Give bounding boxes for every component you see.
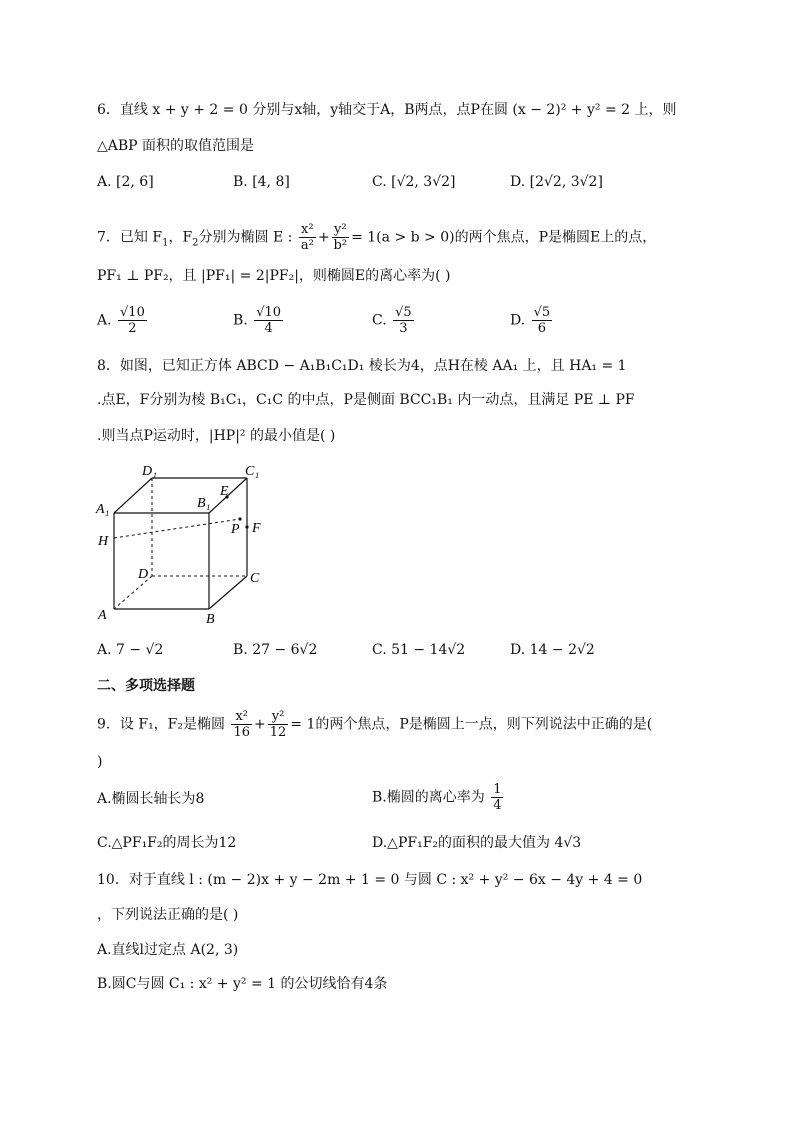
q9-option-c: C.△PF₁F₂的周长为12 <box>97 835 237 851</box>
q6-option-a: A. [2, 6] <box>97 174 154 190</box>
q9-line2: ) <box>97 754 103 770</box>
q8-line2: .点E，F分别为棱 B₁C₁，C₁C 的中点，P是侧面 BCC₁B₁ 内一动点，且满足 PE ⊥ PF <box>97 392 635 408</box>
q7-option-a <box>97 305 149 336</box>
q7-option-a-label: A. <box>97 312 112 329</box>
q7-option-a-frac <box>118 305 147 336</box>
q10-line1: 10．对于直线 l : (m − 2)x + y − 2m + 1 = 0 与圆 C : x² + y² − 6x − 4y + 4 = 0 <box>97 872 643 888</box>
q7-option-d-den: 6 <box>537 321 547 336</box>
q7-text-d: = 1(a > b > 0)的两个焦点，P是椭圆E上的点， <box>351 229 657 246</box>
q7-option-a-den: 2 <box>128 321 137 336</box>
cube-figure <box>90 455 280 630</box>
q7-text-b: ，F <box>168 229 193 246</box>
section-title: 二、多项选择题 <box>97 678 195 694</box>
label-e: E <box>220 484 229 499</box>
q9-frac-y-num: y² <box>268 709 289 725</box>
q9-option-b-num: 1 <box>493 782 502 797</box>
q9-option-b <box>372 782 505 813</box>
q7-text-c: 分别为椭圆 E : <box>198 229 293 246</box>
q7-option-d-frac <box>532 305 553 336</box>
q6-option-b: B. [4, 8] <box>233 174 290 190</box>
q9-option-b-text: B.椭圆的离心率为 <box>372 789 485 806</box>
q9-frac-x-num: x² <box>231 709 252 725</box>
label-f: F <box>252 521 261 536</box>
label-d: D <box>138 567 149 582</box>
q7-line2: PF₁ ⊥ PF₂，且 |PF₁| = 2|PF₂|，则椭圆E的离心率为( ) <box>97 268 451 284</box>
q7-option-c-label: C. <box>372 312 387 329</box>
q8-line3: .则当点P运动时，|HP|² 的最小值是( ) <box>97 428 336 444</box>
q6-line1: 6．直线 x + y + 2 = 0 分别与x轴，y轴交于A，B两点，点P在圆 (x − 2)² + y² = 2 上，则 <box>97 102 677 118</box>
q9-frac-x <box>231 709 252 740</box>
q7-line1: 7．已知 $F_1$，$F_2$分别为椭圆 E : $\frac{\text{x²}}{\text{a²}}$ + $\frac{\text{y²}}{\text{b²}}$ = 1(a > b > 0)的两个焦点，P是椭圆E上的点， <box>97 222 657 253</box>
label-a: A <box>98 608 107 623</box>
q7-option-b-num: √10 <box>256 305 282 320</box>
q9-frac-y <box>268 709 289 740</box>
q9-line1: 9．设 F₁，F₂是椭圆 $\frac{\text{x²}}{16}$ + $\frac{\text{y²}}{12}$ = 1的两个焦点，P是椭圆上一点，则下列说法中正确的是( <box>97 709 653 740</box>
q7-text-a: 7．已知 F <box>97 229 163 246</box>
q7-frac-y: $\frac{\text{y²}}{\text{b²}}$ <box>333 222 348 253</box>
q7-option-c-den: 3 <box>399 321 408 336</box>
q7-option-c-frac <box>393 305 414 336</box>
q9-text-a: 9．设 F₁，F₂是椭圆 <box>97 716 226 733</box>
label-p: P <box>231 522 240 537</box>
q7-option-d-num: √5 <box>533 305 551 320</box>
q7-option-b-frac <box>254 305 283 336</box>
q7-option-d-label: D. <box>510 312 526 329</box>
q7-option-a-num: √10 <box>120 305 145 320</box>
q8-option-a: A. 7 − √2 <box>97 642 164 658</box>
q10-option-a: A.直线l过定点 A(2, 3) <box>97 942 239 958</box>
q9-option-b-frac <box>491 782 503 813</box>
q7-option-c-num: √5 <box>395 305 412 320</box>
q9-text-b: = 1的两个焦点，P是椭圆上一点，则下列说法中正确的是( <box>290 716 653 733</box>
q9-option-d: D.△PF₁F₂的面积的最大值为 4√3 <box>372 835 582 851</box>
q9-option-a: A.椭圆长轴长为8 <box>97 791 205 807</box>
label-c: C <box>250 571 260 586</box>
q9-frac-x-den: 16 <box>233 725 251 740</box>
q7-frac-x: $\frac{\text{x²}}{\text{a²}}$ <box>300 222 314 253</box>
q8-option-c: C. 51 − 14√2 <box>372 642 466 658</box>
q9-option-b-den: 4 <box>493 798 502 813</box>
label-c1: C₁ <box>245 464 260 479</box>
q6-option-d: D. [2√2, 3√2] <box>510 174 603 190</box>
q8-option-b: B. 27 − 6√2 <box>233 642 318 658</box>
label-b1: B₁ <box>197 496 211 511</box>
q7-option-d <box>510 305 554 336</box>
label-a1: A₁ <box>96 502 110 517</box>
q10-option-b: B.圆C与圆 C₁ : x² + y² = 1 的公切线恰有4条 <box>97 976 388 992</box>
q9-frac-y-den: 12 <box>269 725 287 740</box>
q8-line1: 8．如图，已知正方体 ABCD − A₁B₁C₁D₁ 棱长为4，点H在棱 AA₁ 上，且 HA₁ = 1 <box>97 358 627 374</box>
q7-option-b <box>233 305 285 336</box>
q8-option-d: D. 14 − 2√2 <box>510 642 595 658</box>
q7-option-b-den: 4 <box>264 321 273 336</box>
q7-option-c <box>372 305 416 336</box>
q6-line2: △ABP 面积的取值范围是 <box>97 138 255 154</box>
label-d1: D₁ <box>142 464 157 479</box>
q7-option-b-label: B. <box>233 312 248 329</box>
label-b: B <box>206 612 215 627</box>
label-h: H <box>98 534 109 549</box>
q6-option-c: C. [√2, 3√2] <box>372 174 456 190</box>
q10-line2: ，下列说法正确的是( ) <box>97 907 239 923</box>
